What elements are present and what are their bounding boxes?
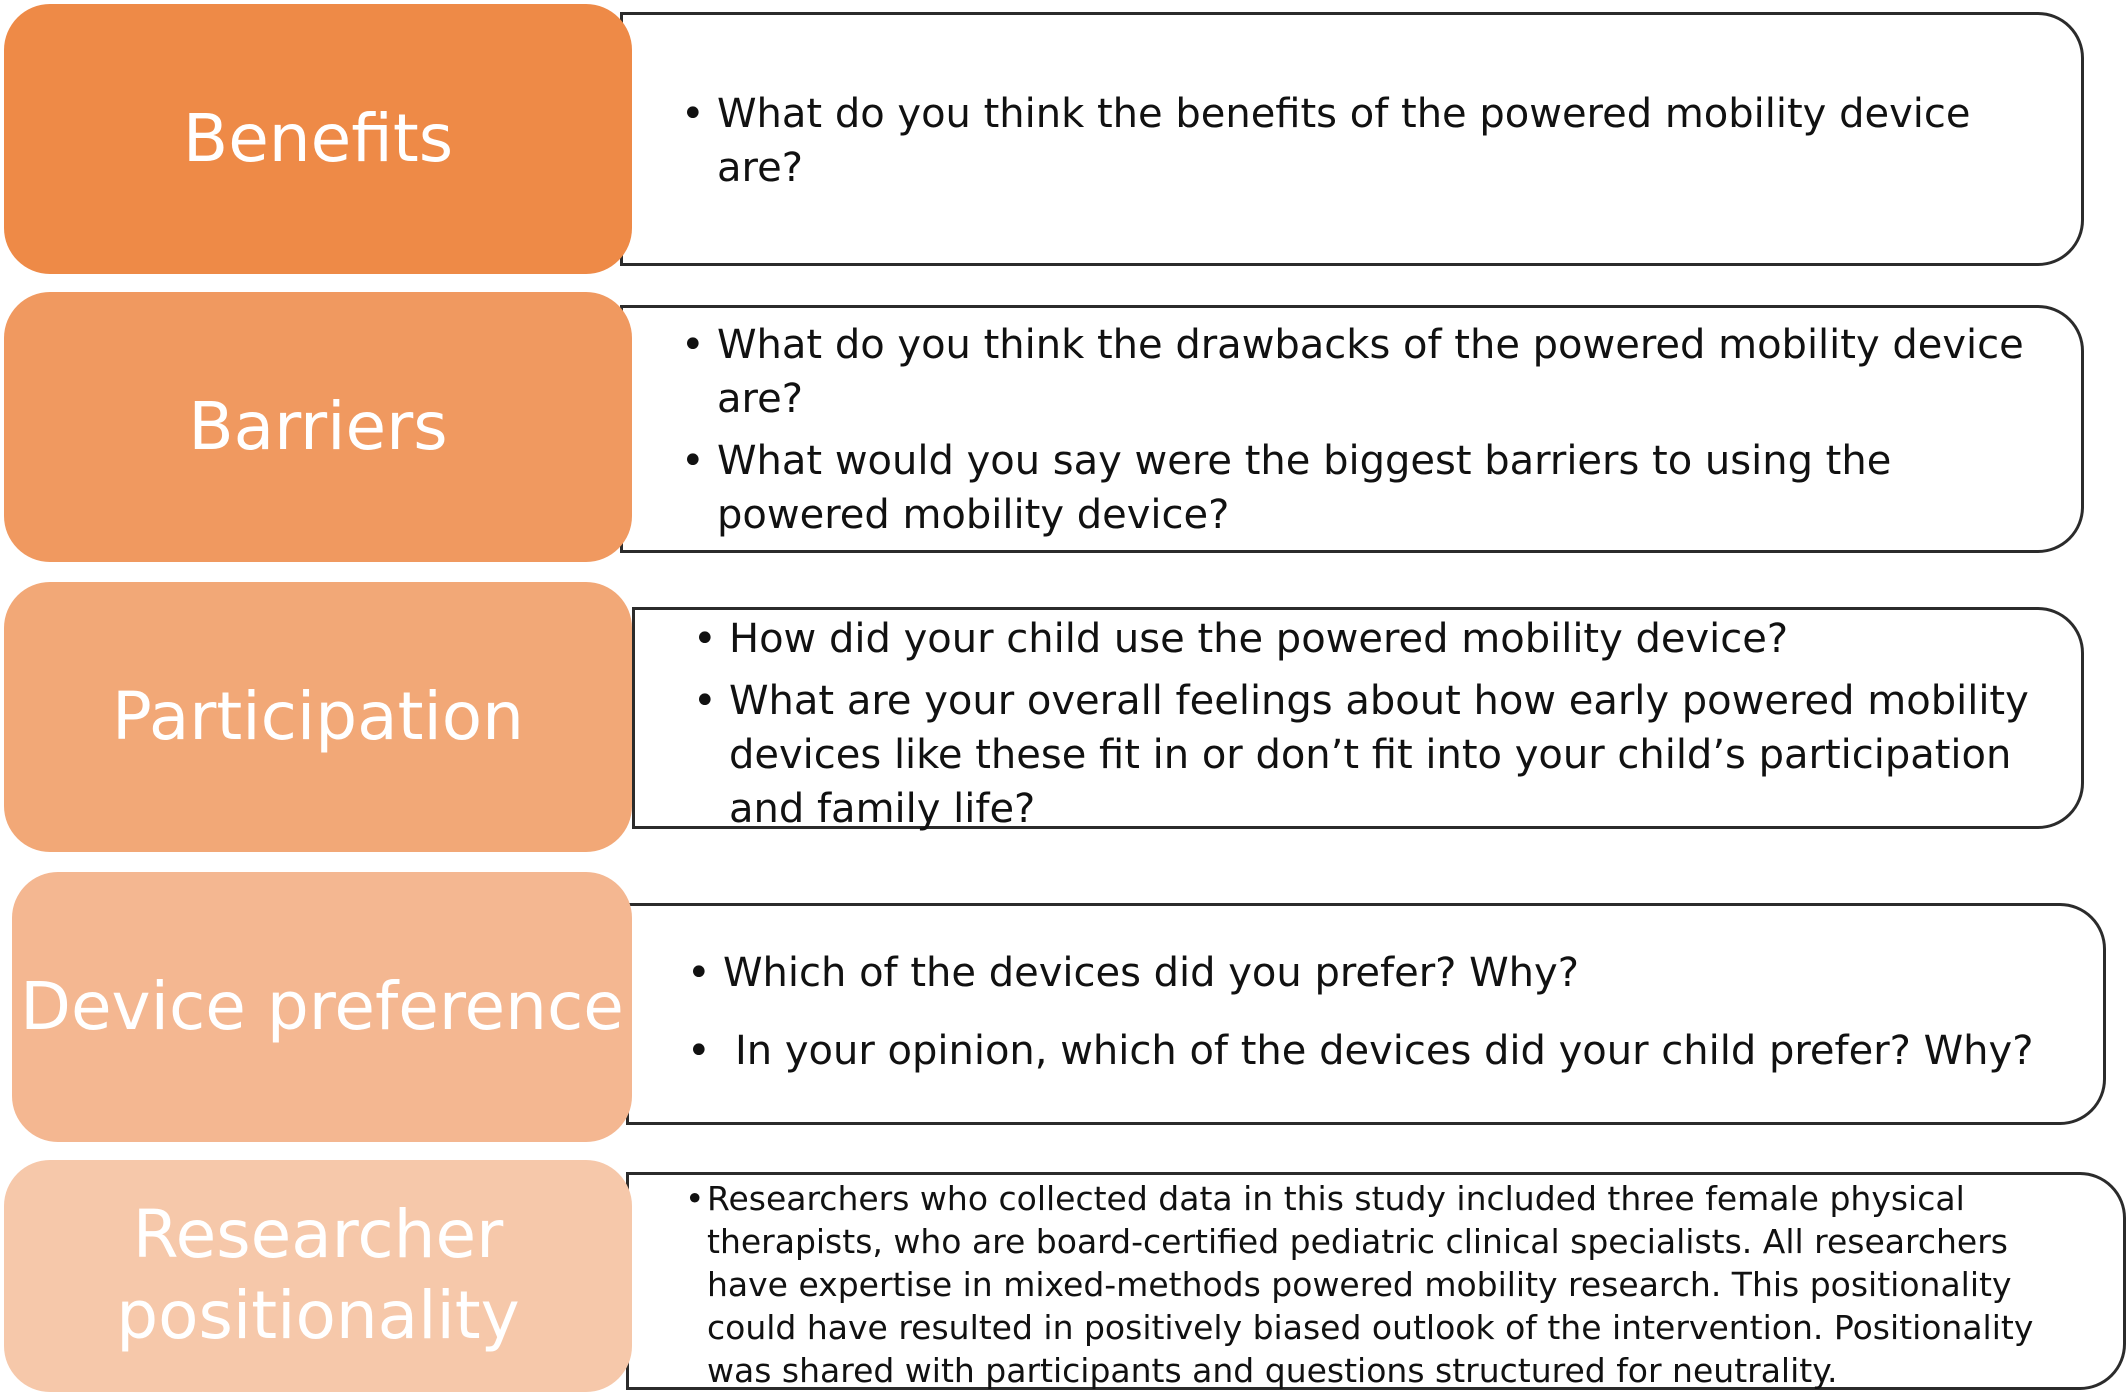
box-researcher-positionality (626, 1172, 2126, 1390)
label-participation (4, 582, 632, 852)
question-device-preference-1: • Which of the devices did you prefer? Why? (687, 946, 2067, 1000)
question-participation-2: • What are your overall feelings about how early powered mobility devices like these fit in or don’t fit into your child’s participation and family life? (693, 674, 2053, 836)
statement-researcher-positionality: • Researchers who collected data in this study included three female physical therapists, who are board-certified pediatric clinical specialists. All researchers have expertise in mixed-methods powered mobility research. This positionality could have resulted in positively biased outlook of the intervention. Positionality was shared with participants and questions structured for neutrality. (685, 1177, 2085, 1392)
box-participation (632, 607, 2084, 832)
label-researcher-positionality-line1: Researcher (132, 1196, 504, 1274)
question-barriers-2: • What would you say were the biggest barriers to using the powered mobility device? (681, 434, 2041, 542)
question-device-preference-2: • In your opinion, which of the devices did your child prefer? Why? (687, 1024, 2067, 1078)
box-device-preference (626, 903, 2106, 1125)
question-barriers-1: • What do you think the drawbacks of the powered mobility device are? (681, 318, 2041, 426)
box-benefits (620, 12, 2084, 266)
label-device-preference-text: Device preference (20, 967, 624, 1045)
label-participation-text: Participation (111, 677, 525, 755)
label-benefits (4, 4, 632, 274)
label-researcher-positionality-line2: positionality (116, 1277, 520, 1354)
question-benefits-1: • What do you think the benefits of the powered mobility device are? (681, 87, 2011, 195)
label-benefits-text: Benefits (182, 99, 454, 177)
label-device-preference (12, 872, 632, 1142)
box-barriers (620, 305, 2084, 553)
label-barriers-text: Barriers (188, 387, 448, 465)
question-participation-1: • How did your child use the powered mobility device? (693, 612, 2053, 666)
label-barriers (4, 292, 632, 562)
label-researcher-positionality (4, 1160, 632, 1392)
